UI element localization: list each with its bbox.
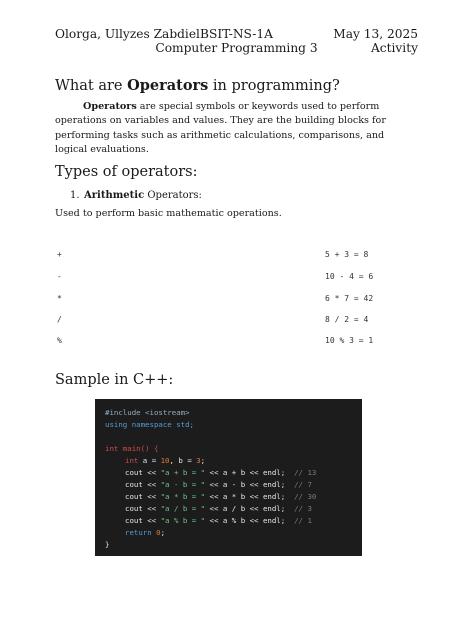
code-cout: cout << <box>125 480 161 489</box>
operator-example: 10 % 3 = 1 <box>325 336 374 345</box>
operator-row <box>55 336 375 348</box>
code-string: "a * b = " <box>160 492 206 501</box>
code-comment: // 3 <box>285 504 312 513</box>
code-return <box>125 527 165 539</box>
code-expr: << a + b << endl; <box>205 468 286 477</box>
code-line <box>125 503 312 515</box>
operator-example: 5 + 3 = 8 <box>325 250 369 259</box>
page-title <box>55 77 340 94</box>
code-comment: // 30 <box>285 492 317 501</box>
code-line <box>125 515 312 527</box>
operator-example: 6 * 7 = 42 <box>325 294 374 303</box>
operator-symbol: % <box>57 336 62 345</box>
operator-symbol: + <box>57 250 62 259</box>
intro-paragraph <box>55 100 419 158</box>
code-type: int <box>125 456 139 465</box>
document-type: Activity <box>371 41 418 55</box>
code-cout: cout << <box>125 504 161 513</box>
section-code: BSIT-NS-1A <box>200 27 273 41</box>
code-using: using namespace std; <box>105 420 194 429</box>
code-expr: << a * b << endl; <box>205 492 286 501</box>
code-string: "a % b = " <box>160 516 206 525</box>
operator-symbol: / <box>57 315 62 324</box>
operator-example: 10 - 4 = 6 <box>325 272 374 281</box>
author-name: Olorga, Ullyzes Zabdiel <box>55 27 200 41</box>
operator-row <box>55 272 375 284</box>
title-bold: Operators <box>127 77 209 94</box>
operator-symbol: * <box>57 294 62 303</box>
title-suffix: in programming? <box>208 78 340 94</box>
code-string: "a - b = " <box>160 480 206 489</box>
code-main <box>105 443 158 455</box>
code-expr: << a / b << endl; <box>205 504 286 513</box>
code-expr: << a - b << endl; <box>205 480 286 489</box>
operator-row <box>55 294 375 306</box>
code-cout: cout << <box>125 468 161 477</box>
code-cout: cout << <box>125 516 161 525</box>
document-date: May 13, 2025 <box>333 27 418 41</box>
code-decl <box>125 455 205 467</box>
operator-row <box>55 315 375 327</box>
sample-heading: Sample in C++: <box>55 372 174 388</box>
code-decl-b: , b = <box>169 456 197 465</box>
arithmetic-description: Used to perform basic mathematic operations. <box>55 208 282 219</box>
code-include: #include <iostream> <box>105 408 190 417</box>
operator-example: 8 / 2 = 4 <box>325 315 369 324</box>
list-number: 1. <box>70 190 80 201</box>
list-rest: Operators: <box>144 190 202 201</box>
code-comment: // 1 <box>285 516 312 525</box>
code-return-end: ; <box>160 528 166 537</box>
code-main-text: int main() { <box>105 444 159 453</box>
intro-text: are special symbols or keywords used to perform operations on variables and values. They are the building blocks for performing tasks such as arithmetic calculations, comparisons, and logical evaluations. <box>55 101 386 156</box>
code-decl-a: a = <box>138 456 161 465</box>
title-prefix: What are <box>55 78 128 94</box>
code-return-value: 0 <box>151 528 161 537</box>
code-string: "a / b = " <box>160 504 206 513</box>
operator-row <box>55 250 375 262</box>
operator-symbol: - <box>57 272 62 281</box>
header-right <box>333 27 418 55</box>
intro-bold: Operators <box>83 101 137 112</box>
code-line <box>125 479 312 491</box>
code-decl-end: ; <box>200 456 206 465</box>
code-line <box>125 467 316 479</box>
code-value-b: 3 <box>196 456 201 465</box>
code-string: "a + b = " <box>160 468 206 477</box>
code-close: } <box>105 540 110 549</box>
list-item <box>70 190 202 201</box>
types-heading: Types of operators: <box>55 164 198 180</box>
code-comment: // 7 <box>285 480 312 489</box>
code-cout: cout << <box>125 492 161 501</box>
course-name: Computer Programming 3 <box>155 41 318 55</box>
code-return-kw: return <box>125 528 152 537</box>
code-value-a: 10 <box>160 456 170 465</box>
code-block <box>95 399 362 556</box>
code-expr: << a % b << endl; <box>205 516 286 525</box>
code-comment: // 13 <box>285 468 317 477</box>
list-bold: Arithmetic <box>84 190 145 201</box>
code-line <box>125 491 316 503</box>
